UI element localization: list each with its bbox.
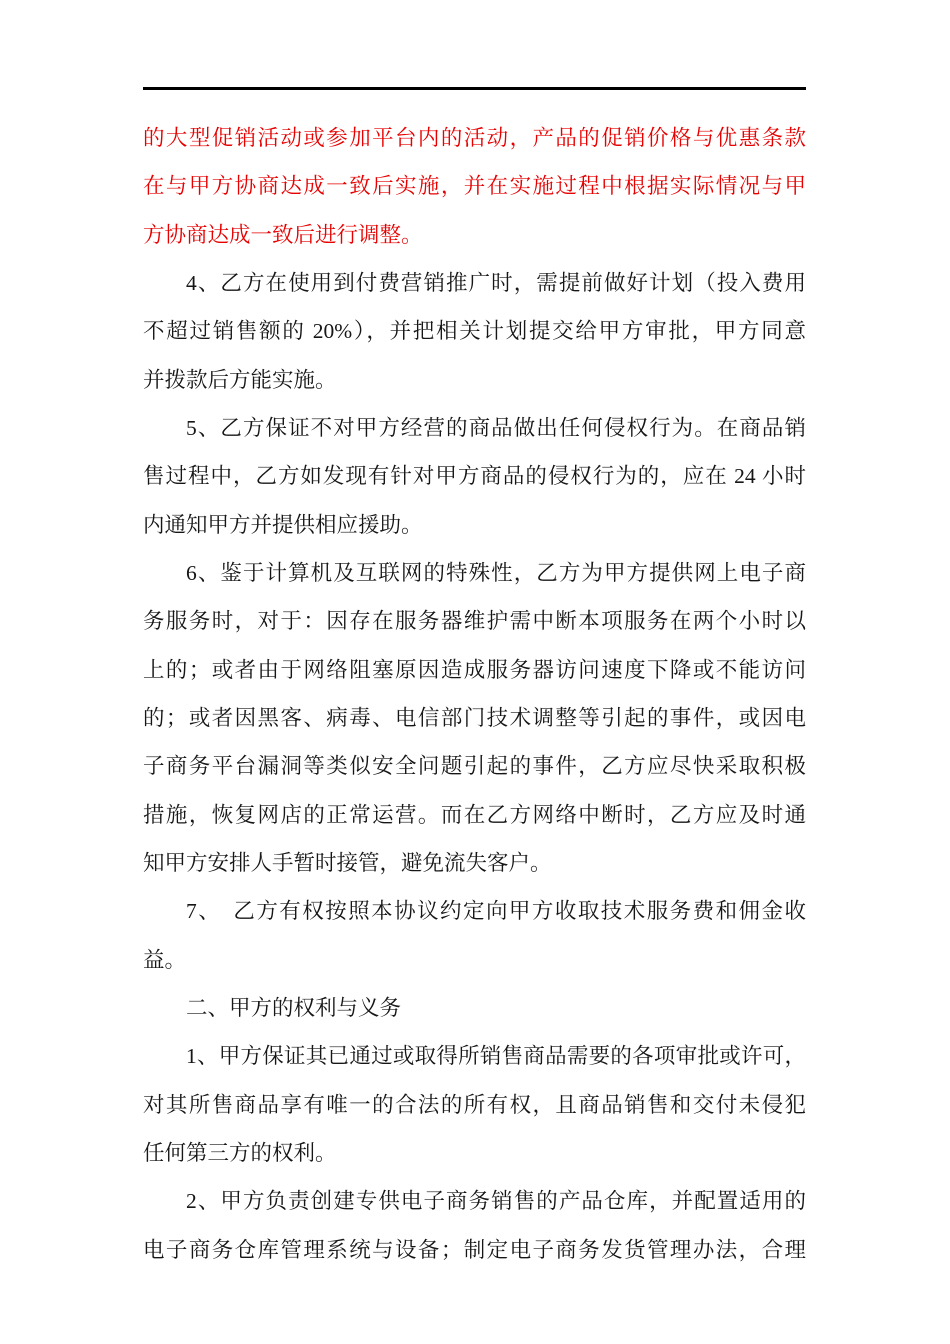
text-line: 上的；或者由于网络阻塞原因造成服务器访问速度下降或不能访问: [143, 657, 806, 682]
text-line: 内通知甲方并提供相应援助。: [143, 512, 423, 537]
text-line: 二、甲方的权利与义务: [186, 995, 402, 1020]
text-line: 电子商务仓库管理系统与设备；制定电子商务发货管理办法，合理: [143, 1237, 806, 1262]
text-line: 知甲方安排人手暂时接管，避免流失客户。: [143, 850, 552, 875]
text-line: 的；或者因黑客、病毒、电信部门技术调整等引起的事件，或因电: [143, 705, 806, 730]
text-line: 4、乙方在使用到付费营销推广时，需提前做好计划（投入费用: [186, 270, 806, 295]
text-line: 的大型促销活动或参加平台内的活动，产品的促销价格与优惠条款: [143, 126, 806, 150]
text-line: 5、乙方保证不对甲方经营的商品做出任何侵权行为。在商品销: [186, 415, 806, 440]
header-separator-rule: [143, 87, 806, 90]
text-line: 在与甲方协商达成一致后实施，并在实施过程中根据实际情况与甲: [143, 174, 806, 199]
text-line: 方协商达成一致后进行调整。: [143, 222, 423, 247]
text-line: 措施，恢复网店的正常运营。而在乙方网络中断时，乙方应及时通: [143, 802, 806, 827]
party-a-clause-2: [143, 1177, 806, 1274]
text-line: 6、鉴于计算机及互联网的特殊性，乙方为甲方提供网上电子商: [186, 560, 806, 585]
party-b-clause-4: [143, 259, 806, 404]
party-a-clause-1: [143, 1032, 806, 1177]
text-line: 2、甲方负责创建专供电子商务销售的产品仓库，并配置适用的: [186, 1189, 806, 1214]
text-line: 售过程中，乙方如发现有针对甲方商品的侵权行为的，应在 24 小时: [143, 464, 806, 489]
text-line: 7、 乙方有权按照本协议约定向甲方收取技术服务费和佣金收: [186, 899, 806, 924]
promo-clause-continuation: [143, 114, 806, 259]
party-b-clause-6: [143, 549, 806, 887]
text-line: 对其所售商品享有唯一的合法的所有权，且商品销售和交付未侵犯: [143, 1092, 806, 1117]
document-body: [143, 114, 806, 1274]
party-b-clause-5: [143, 404, 806, 549]
text-line: 子商务平台漏洞等类似安全问题引起的事件，乙方应尽快采取积极: [143, 754, 806, 779]
text-line: 益。: [143, 947, 187, 972]
section-2-heading: [143, 984, 806, 1032]
text-line: 并拨款后方能实施。: [143, 367, 337, 392]
text-line: 1、甲方保证其已通过或取得所销售商品需要的各项审批或许可，: [186, 1044, 806, 1069]
text-line: 任何第三方的权利。: [143, 1140, 337, 1165]
text-line: 务服务时，对于：因存在服务器维护需中断本项服务在两个小时以: [143, 609, 806, 634]
text-line: 不超过销售额的 20%），并把相关计划提交给甲方审批，甲方同意: [143, 319, 806, 344]
party-b-clause-7: [143, 887, 806, 984]
